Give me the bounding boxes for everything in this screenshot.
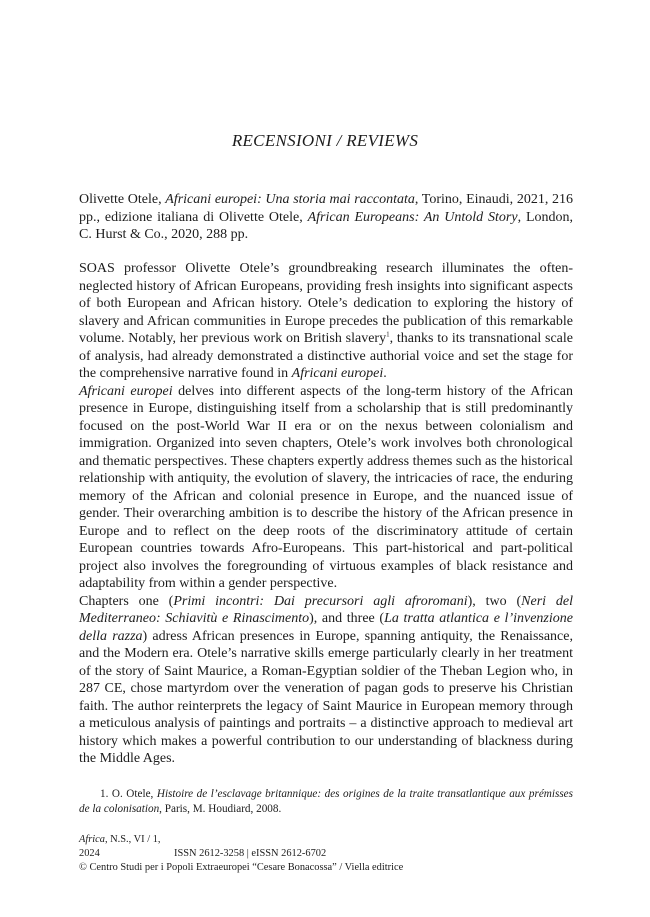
paragraph-3: [79, 593, 573, 768]
citation-publication: , Torino, Einaudi, 2021, 216 pp., edizione italiana di Olivette Otele,: [79, 192, 573, 225]
paragraph-1-text: SOAS professor Olivette Otele’s groundbreaking research illuminates the often-neglected history of African Europeans, providing fresh insights into significant aspects of both European and African history. Otele’s dedication to exploring the history of slavery and African communities in Europe precedes the publication of this remarkable volume. Notably, her previous work on British slavery: [79, 261, 573, 346]
section-title: RECENSIONI / REVIEWS: [231, 131, 419, 150]
citation-english-title: African Europeans: An Untold Story: [307, 209, 518, 225]
chapter-three-title: La tratta atlantica e l’invenzione della razza: [79, 611, 573, 644]
paragraph-2: [79, 383, 573, 593]
paragraph-3-text: ) adress African presences in Europe, spanning antiquity, the Renaissance, and the Modern era. Otele’s narrative skills emerge particularly clearly in her treatment of the story of Saint Maurice, a Roman-Egyptian soldier of the Theban Legion who, in 287 CE, chose martyrdom over the veneration of pagan gods to preserve his Christian faith. The author reinterprets the legacy of Saint Maurice in European memory through a meticulous analysis of paintings and portraits – a distinctive approach to medieval art history which makes a powerful contribution to our understanding of blackness during the Middle Ages.: [79, 628, 573, 766]
paragraph-3-text: ), and three (: [309, 611, 385, 626]
review-body: [79, 260, 573, 768]
page-footer: [79, 833, 573, 875]
footer-line-1: [79, 833, 573, 861]
paragraph-1-end: .: [383, 366, 387, 381]
citation-italian-title: Africani europei: Una storia mai raccontata: [165, 192, 415, 207]
paragraph-2-text: delves into different aspects of the long-term history of the African presence in Europe, distinguishing itself from a scholarship that is still predominantly focused on the post-World War II era or on the nexus between colonialism and immigration. Organized into seven chapters, Otele’s work involves both chronological and thematic perspectives. These chapters expertly address themes such as the historical relationship with antiquity, the evolution of slavery, the intricacies of race, the enduring memory of the African and colonial presence in Europe, and the nuanced issue of gender. Their overarching ambition is to describe the history of the African presence in Europe and to reflect on the deep roots of the discriminatory attitude of certain European countries towards Afro-Europeans. This part-historical and part-political project also involves the foregrounding of virtuous examples of black resistance and adaptability from within a gender perspective.: [79, 383, 573, 591]
footnote-title: Histoire de l’esclavage britannique: des origines de la traite transatlantique aux prémisses de la colonisation: [79, 788, 573, 815]
footnote-publication: , Paris, M. Houdiard, 2008.: [159, 802, 282, 815]
footnote-reference: 1: [386, 330, 390, 339]
footnote-author: O. Otele,: [108, 788, 157, 800]
paragraph-1-text-cont: , thanks to its transnational scale of analysis, had already demonstrated a distinctive authorial voice and set the stage for the comprehensive narrative found in: [79, 331, 573, 381]
book-title-italic: Africani europei: [79, 383, 173, 399]
chapter-two-title: Neri del Mediterraneo: Schiavitù e Rinascimento: [79, 593, 574, 626]
citation-original-publication: , London, C. Hurst & Co., 2020, 288 pp.: [79, 209, 573, 242]
journal-name: Africa: [79, 834, 105, 845]
copyright: © Centro Studi per i Popoli Extraeuropei “Cesare Bonacossa” / Viella editrice: [79, 862, 404, 873]
book-title-italic: Africani europei: [291, 366, 384, 381]
citation-author: Olivette Otele,: [79, 192, 166, 207]
issn: ISSN 2612-3258 | eISSN 2612-6702: [174, 848, 327, 859]
footnote-number: 1.: [100, 788, 109, 800]
journal-reference: [79, 833, 174, 861]
paragraph-3-text: Chapters one (: [79, 593, 174, 609]
paragraph-3-text: ), two (: [467, 593, 522, 609]
footnote-1: [79, 787, 573, 816]
paragraph-1: [79, 260, 573, 383]
chapter-one-title: Primi incontri: Dai precursori agli afroromani: [173, 593, 468, 609]
journal-issue: , N.S., VI / 1, 2024: [79, 834, 161, 859]
book-citation: [79, 191, 573, 244]
